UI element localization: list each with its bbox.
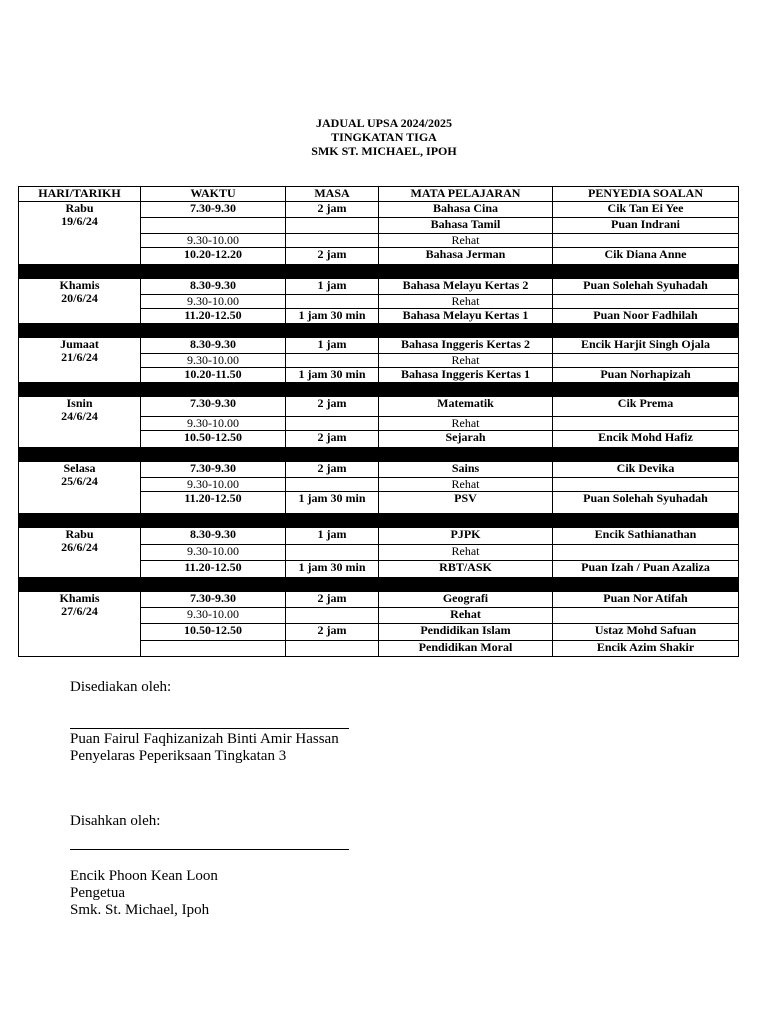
exam-date: 19/6/24 xyxy=(61,214,98,228)
time-cell: 8.30-9.30 xyxy=(141,528,286,545)
day-date-cell xyxy=(19,279,141,324)
approved-by-name: Encik Phoon Kean Loon xyxy=(70,868,218,884)
subject-cell: Rehat xyxy=(379,608,553,624)
duration-cell xyxy=(286,641,379,657)
duration-cell: 1 jam xyxy=(286,338,379,354)
time-cell: 8.30-9.30 xyxy=(141,338,286,354)
setter-cell xyxy=(553,478,739,492)
table-row xyxy=(19,462,739,478)
table-row xyxy=(19,202,739,218)
time-cell xyxy=(141,218,286,234)
table-row xyxy=(19,279,739,295)
day-separator-row xyxy=(19,578,739,592)
setter-cell xyxy=(553,545,739,561)
time-cell: 7.30-9.30 xyxy=(141,397,286,417)
day-name: Rabu xyxy=(65,527,94,541)
document-title: JADUAL UPSA 2024/2025 xyxy=(315,116,452,130)
day-date-cell xyxy=(19,462,141,514)
exam-date: 20/6/24 xyxy=(61,291,98,305)
subject-cell: Rehat xyxy=(379,295,553,309)
time-cell: 10.50-12.50 xyxy=(141,624,286,641)
subject-cell: PSV xyxy=(379,492,553,514)
day-name: Selasa xyxy=(63,461,96,475)
setter-cell: Encik Harjit Singh Ojala xyxy=(553,338,739,354)
time-cell: 8.30-9.30 xyxy=(141,279,286,295)
setter-cell: Encik Azim Shakir xyxy=(553,641,739,657)
time-cell: 9.30-10.00 xyxy=(141,295,286,309)
document-subtitle-school: SMK ST. MICHAEL, IPOH xyxy=(311,144,457,158)
duration-cell: 2 jam xyxy=(286,202,379,218)
setter-cell: Encik Sathianathan xyxy=(553,528,739,545)
exam-date: 21/6/24 xyxy=(61,350,98,364)
subject-cell: Rehat xyxy=(379,354,553,368)
day-date-cell xyxy=(19,592,141,657)
subject-cell: Bahasa Cina xyxy=(379,202,553,218)
subject-cell: Sains xyxy=(379,462,553,478)
duration-cell xyxy=(286,295,379,309)
setter-cell: Puan Solehah Syuhadah xyxy=(553,279,739,295)
day-name: Isnin xyxy=(66,396,93,410)
setter-cell: Puan Noor Fadhilah xyxy=(553,309,739,324)
day-separator-bar xyxy=(19,324,739,338)
time-cell: 7.30-9.30 xyxy=(141,592,286,608)
time-cell: 10.20-11.50 xyxy=(141,368,286,383)
duration-cell: 1 jam 30 min xyxy=(286,492,379,514)
duration-cell: 2 jam xyxy=(286,592,379,608)
time-cell: 9.30-10.00 xyxy=(141,608,286,624)
setter-cell xyxy=(553,417,739,431)
time-cell: 9.30-10.00 xyxy=(141,417,286,431)
subject-cell: Rehat xyxy=(379,545,553,561)
subject-cell: PJPK xyxy=(379,528,553,545)
time-cell: 10.20-12.20 xyxy=(141,248,286,265)
setter-cell xyxy=(553,234,739,248)
duration-cell xyxy=(286,478,379,492)
time-cell: 9.30-10.00 xyxy=(141,354,286,368)
duration-cell xyxy=(286,417,379,431)
column-header-subject: MATA PELAJARAN xyxy=(379,187,553,202)
approved-by-label: Disahkan oleh: xyxy=(70,813,161,829)
exam-date: 26/6/24 xyxy=(61,540,98,554)
time-cell: 9.30-10.00 xyxy=(141,234,286,248)
duration-cell: 2 jam xyxy=(286,624,379,641)
duration-cell: 1 jam xyxy=(286,279,379,295)
duration-cell: 1 jam xyxy=(286,528,379,545)
day-name: Khamis xyxy=(59,591,100,605)
setter-cell: Puan Izah / Puan Azaliza xyxy=(553,561,739,578)
day-separator-bar xyxy=(19,578,739,592)
exam-date: 27/6/24 xyxy=(61,604,98,618)
signature-section xyxy=(70,679,670,919)
table-row xyxy=(19,592,739,608)
setter-cell: Puan Norhapizah xyxy=(553,368,739,383)
day-separator-row xyxy=(19,448,739,462)
time-cell: 9.30-10.00 xyxy=(141,478,286,492)
subject-cell: Rehat xyxy=(379,234,553,248)
day-name: Khamis xyxy=(59,278,100,292)
setter-cell: Cik Tan Ei Yee xyxy=(553,202,739,218)
time-cell: 11.20-12.50 xyxy=(141,561,286,578)
duration-cell: 2 jam xyxy=(286,431,379,448)
day-separator-row xyxy=(19,383,739,397)
subject-cell: Rehat xyxy=(379,417,553,431)
duration-cell: 2 jam xyxy=(286,397,379,417)
subject-cell: Bahasa Melayu Kertas 2 xyxy=(379,279,553,295)
table-row xyxy=(19,338,739,354)
approved-by-organization: Smk. St. Michael, Ipoh xyxy=(70,902,210,918)
day-date-cell xyxy=(19,397,141,448)
day-separator-row xyxy=(19,324,739,338)
duration-cell xyxy=(286,354,379,368)
table-row xyxy=(19,528,739,545)
day-date-cell xyxy=(19,528,141,578)
prepared-by-title: Penyelaras Peperiksaan Tingkatan 3 xyxy=(70,748,287,764)
time-cell: 11.20-12.50 xyxy=(141,492,286,514)
duration-cell xyxy=(286,218,379,234)
time-cell: 10.50-12.50 xyxy=(141,431,286,448)
duration-cell xyxy=(286,545,379,561)
table-header-row xyxy=(19,187,739,202)
time-cell: 11.20-12.50 xyxy=(141,309,286,324)
day-name: Jumaat xyxy=(60,337,99,351)
subject-cell: Pendidikan Moral xyxy=(379,641,553,657)
schedule-body xyxy=(19,202,739,657)
time-cell: 7.30-9.30 xyxy=(141,202,286,218)
setter-cell: Puan Nor Atifah xyxy=(553,592,739,608)
subject-cell: Matematik xyxy=(379,397,553,417)
setter-cell: Encik Mohd Hafiz xyxy=(553,431,739,448)
day-date-cell xyxy=(19,202,141,265)
setter-cell xyxy=(553,608,739,624)
day-separator-bar xyxy=(19,448,739,462)
subject-cell: Sejarah xyxy=(379,431,553,448)
column-header-day: HARI/TARIKH xyxy=(19,187,141,202)
setter-cell xyxy=(553,354,739,368)
time-cell: 9.30-10.00 xyxy=(141,545,286,561)
duration-cell xyxy=(286,234,379,248)
duration-cell: 1 jam 30 min xyxy=(286,368,379,383)
setter-cell: Puan Indrani xyxy=(553,218,739,234)
duration-cell: 1 jam 30 min xyxy=(286,561,379,578)
prepared-by-name: Puan Fairul Faqhizanizah Binti Amir Hassan xyxy=(70,731,339,747)
subject-cell: Pendidikan Islam xyxy=(379,624,553,641)
day-separator-bar xyxy=(19,514,739,528)
subject-cell: Geografi xyxy=(379,592,553,608)
duration-cell: 2 jam xyxy=(286,248,379,265)
approved-by-title: Pengetua xyxy=(70,885,125,901)
duration-cell: 1 jam 30 min xyxy=(286,309,379,324)
exam-date: 25/6/24 xyxy=(61,474,98,488)
setter-cell xyxy=(553,295,739,309)
setter-cell: Puan Solehah Syuhadah xyxy=(553,492,739,514)
time-cell xyxy=(141,641,286,657)
setter-cell: Cik Devika xyxy=(553,462,739,478)
day-name: Rabu xyxy=(65,201,94,215)
duration-cell: 2 jam xyxy=(286,462,379,478)
subject-cell: Bahasa Tamil xyxy=(379,218,553,234)
setter-cell: Cik Diana Anne xyxy=(553,248,739,265)
day-separator-row xyxy=(19,265,739,279)
subject-cell: Bahasa Inggeris Kertas 1 xyxy=(379,368,553,383)
setter-cell: Ustaz Mohd Safuan xyxy=(553,624,739,641)
duration-cell xyxy=(286,608,379,624)
column-header-duration: MASA xyxy=(286,187,379,202)
column-header-setter: PENYEDIA SOALAN xyxy=(553,187,739,202)
subject-cell: Rehat xyxy=(379,478,553,492)
table-row xyxy=(19,397,739,417)
subject-cell: RBT/ASK xyxy=(379,561,553,578)
subject-cell: Bahasa Inggeris Kertas 2 xyxy=(379,338,553,354)
day-date-cell xyxy=(19,338,141,383)
time-cell: 7.30-9.30 xyxy=(141,462,286,478)
exam-schedule-table xyxy=(18,186,739,657)
day-separator-bar xyxy=(19,265,739,279)
document-header xyxy=(0,116,768,158)
exam-date: 24/6/24 xyxy=(61,409,98,423)
subject-cell: Bahasa Jerman xyxy=(379,248,553,265)
subject-cell: Bahasa Melayu Kertas 1 xyxy=(379,309,553,324)
column-header-time: WAKTU xyxy=(141,187,286,202)
document-subtitle-form: TINGKATAN TIGA xyxy=(331,130,437,144)
day-separator-bar xyxy=(19,383,739,397)
setter-cell: Cik Prema xyxy=(553,397,739,417)
day-separator-row xyxy=(19,514,739,528)
prepared-by-label: Disediakan oleh: xyxy=(70,679,172,695)
